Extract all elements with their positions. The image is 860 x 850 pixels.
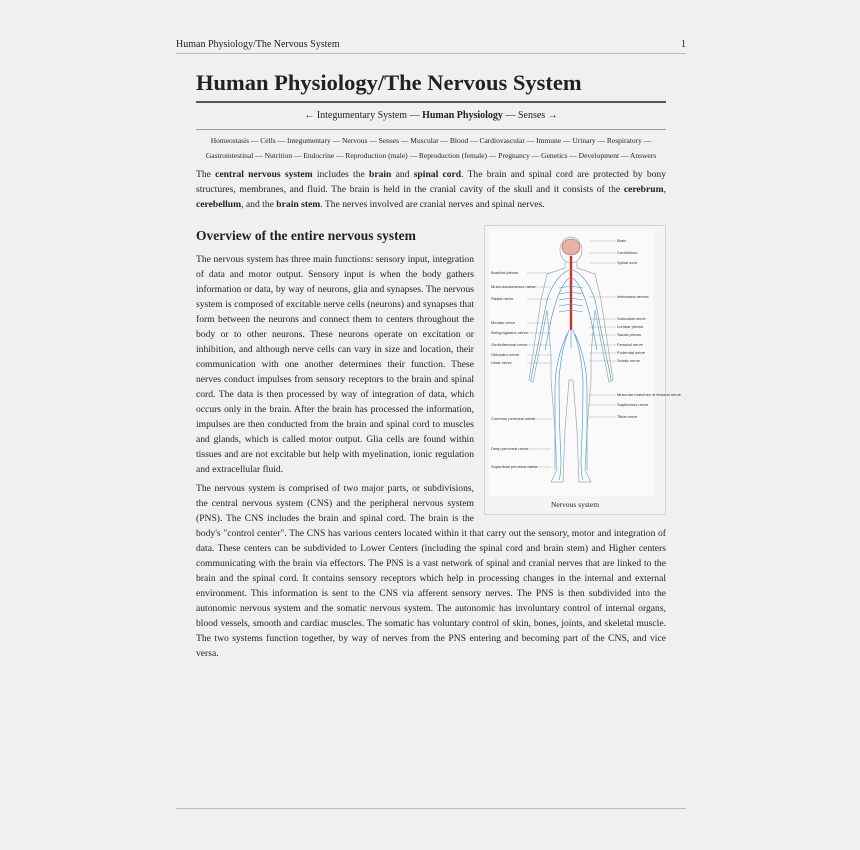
current-book-link[interactable]: Human Physiology — [422, 110, 503, 121]
figure-label-left: Iliohypogastric nerve — [491, 330, 528, 335]
figure-label-right: Spinal cord — [617, 260, 638, 265]
body-paragraph: The nervous system is comprised of two major parts, or subdivisions, the central nervous system (CNS) and the peripheral nervous system (PNS). The CNS includes the brain and spinal cord. The brain is the body's "control center". The CNS has various centers located within it that carry out the sensory, motor and integration of data. These centers can be subdivided to Lower Centers (including the spinal cord and brain stem) and Higher centers communicating with the brain via effectors. The PNS is a vast network of spinal and cranial nerves that are linked to the brain and the spinal cord. It contains sensory receptors which help in processing changes in the internal and external environment. This information is sent to the CNS via afferent sensory nerves. The PNS is then subdivided into the autonomic nervous system and the somatic nervous system. The autonomic has involuntary control of internal organs, blood vessels, smooth and cardiac muscles. The somatic has voluntary control of skin, bones, joints, and skeletal muscle. The two systems function together, by way of nerves from the PNS entering and becoming part of the CNS, and vice versa. — [196, 483, 666, 659]
nervous-system-figure — [484, 225, 681, 515]
next-chapter-link[interactable]: — Senses → — [502, 110, 558, 121]
figure-label-left: Common peroneal nerve — [491, 416, 536, 421]
term-brain: brain — [368, 169, 392, 180]
figure-label-right: Sciatic nerve — [617, 358, 640, 363]
chapter-index: Homeostasis — Cells — Integumentary — Nervous — Senses — Muscular — Blood — Cardiovascular — Immune — Urinary — Respiratory — Gastrointestinal — Nutrition — Endocrine — Reproduction (male) — Reproduction (female) — Pregnancy — Genetics — Development — Answers — [205, 136, 657, 160]
figure-label-left: Obturator nerve — [491, 352, 520, 357]
figure-label-right: Saphenous nerve — [617, 402, 649, 407]
term-central-nervous-system: central nervous system — [215, 169, 313, 180]
figure-label-right: Muscular branches of femoral nerve — [617, 392, 681, 397]
figure-label-right: Tibial nerve — [617, 414, 638, 419]
figure-label-left: Deep peroneal nerve — [491, 446, 529, 451]
figure-label-right: Pudendal nerve — [617, 350, 646, 355]
footer-rule — [176, 808, 686, 809]
page-title: Human Physiology/The Nervous System — [196, 66, 666, 103]
page-number: 1 — [681, 39, 686, 50]
term-brain-stem: brain stem — [276, 199, 321, 210]
chapter-navigation — [196, 103, 666, 130]
figure-label-left: Brachial plexus — [491, 270, 519, 275]
figure-label-left: Radial nerve — [491, 296, 514, 301]
figure-label-right: Brain — [617, 238, 627, 243]
intro-paragraph: The central nervous system includes the brain and spinal cord. The brain and spinal cord are protected by bony structures, membranes, and fluid. The brain is held in the cranial cavity of the skull and it consists of the cerebrum, cerebellum, and the brain stem. The nerves involved are cranial nerves and spinal nerves. — [196, 169, 667, 210]
figure-label-left: Genitofemoral nerve — [491, 342, 528, 347]
figure-label-left: Musculocutaneous nerve — [491, 284, 536, 289]
body-paragraph: The nervous system has three main functions: sensory input, integration of data and motor output. Sensory input is when the body gathers information or data, by way of neurons, glia and synapses. The nervous system is composed of excitable nerve cells (neurons) and synapses that form between the neurons and connect them to centers throughout the body or to other neurons. These neurons operate on excitation or inhibition, and although nerve cells can vary in size and location, their communication with one another determines their function. These nerves conduct impulses from sensory receptors to the brain and spinal cord. The data is then processed by way of integration of data, which occurs only in the brain. After the brain has processed the information, impulses are then conducted from the brain and spinal cord to muscles and glands, which is called motor output. Glia cells are found within tissues and are not excitable but help with myelination, ionic regulation and extracellular fluid. — [196, 254, 474, 475]
term-cerebrum: cerebrum — [623, 184, 664, 195]
figure-label-right: Sacral plexus — [617, 332, 642, 337]
figure-label-left: Ulnar nerve — [491, 360, 512, 365]
figure-label-right: Subcostal nerve — [617, 316, 646, 321]
figure-caption: Nervous system — [550, 500, 600, 509]
figure-label-right: Lumbar plexus — [617, 324, 644, 329]
prev-chapter-link[interactable]: ← Integumentary System — — [304, 110, 423, 121]
section-heading: Overview of the entire nervous system — [196, 228, 416, 243]
running-head-title: Human Physiology/The Nervous System — [176, 39, 340, 50]
figure-label-right: Cerebellum — [617, 250, 638, 255]
figure-label-left: Median nerve — [491, 320, 516, 325]
term-cerebellum: cerebellum — [196, 199, 242, 210]
figure-label-right: Intercostal nerves — [617, 294, 649, 299]
article-content — [196, 66, 681, 665]
figure-label-left: Superficial peroneal nerve — [491, 464, 538, 469]
figure-label-right: Femoral nerve — [617, 342, 643, 347]
nervous-system-illustration — [489, 230, 681, 496]
nervous-system-diagram — [489, 230, 681, 496]
term-spinal-cord: spinal cord — [413, 169, 462, 180]
running-head — [176, 38, 686, 54]
